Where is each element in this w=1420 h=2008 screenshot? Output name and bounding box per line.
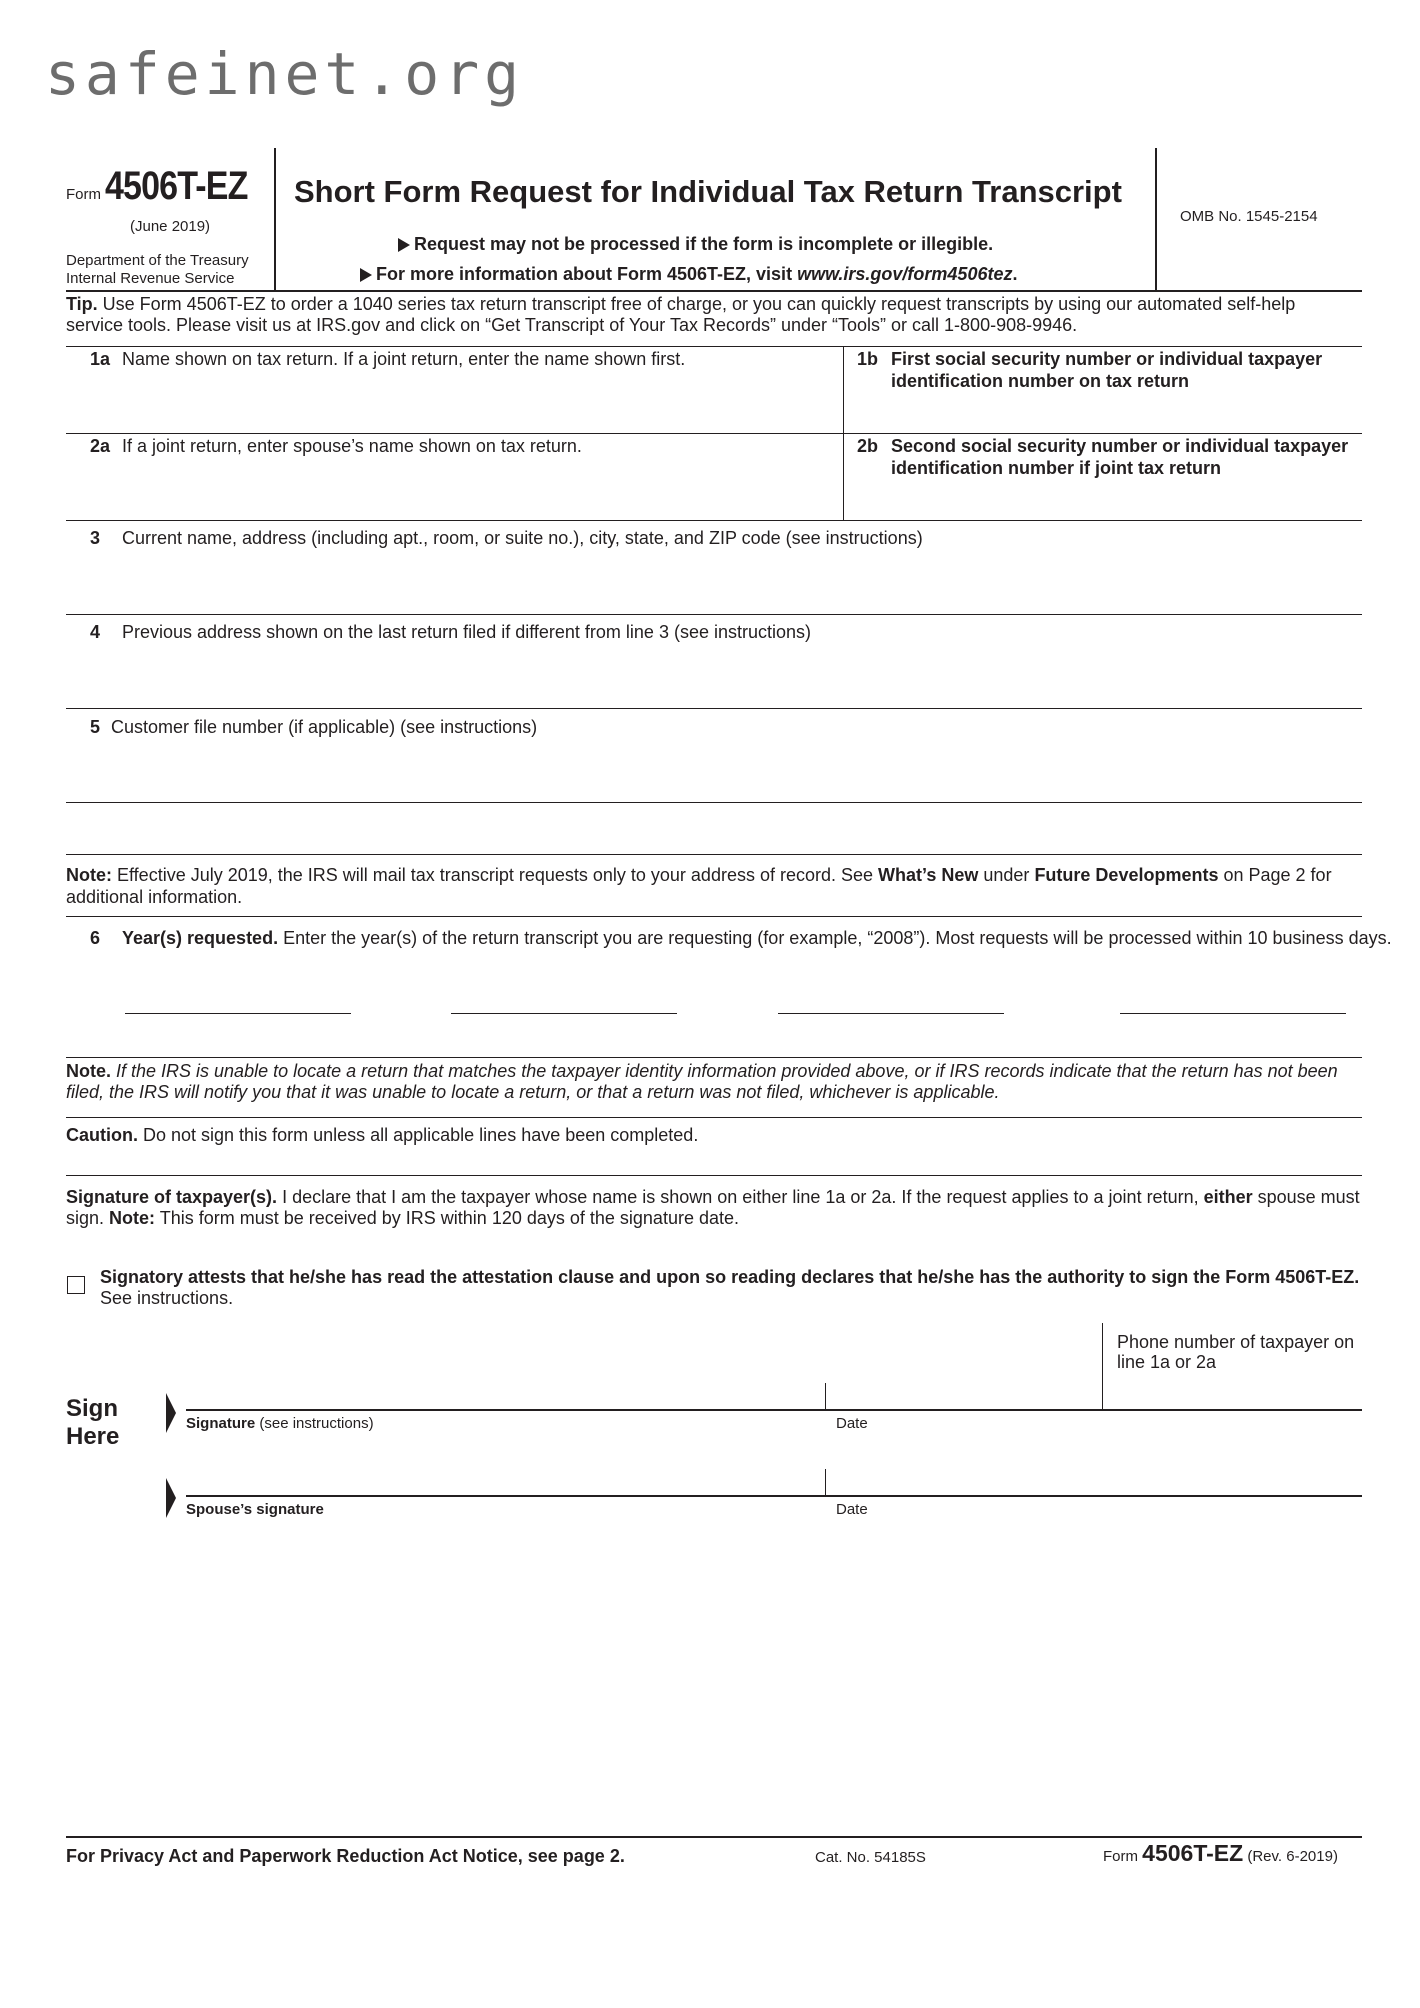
signature-date-label: Date: [836, 1415, 868, 1432]
catalog-number: Cat. No. 54185S: [815, 1849, 926, 1866]
irs-agency: Internal Revenue Service: [66, 270, 235, 287]
spouse-signature-label: Spouse’s signature: [186, 1501, 324, 1518]
dept-treasury: Department of the Treasury: [66, 252, 249, 269]
form-revision: (June 2019): [130, 218, 211, 235]
year-input-1[interactable]: [125, 1013, 351, 1014]
year-input-3[interactable]: [778, 1013, 1004, 1014]
form-title: Short Form Request for Individual Tax Return Transcript: [294, 174, 1122, 209]
line-5-input[interactable]: [66, 740, 1362, 800]
header-notice-2: For more information about Form 4506T-EZ, visit www.irs.gov/form4506tez.: [360, 264, 1017, 285]
signature-date-input[interactable]: [827, 1383, 1101, 1409]
form-label: Form: [66, 186, 101, 203]
caution-text: Caution. Do not sign this form unless all applicable lines have been completed.: [66, 1125, 699, 1145]
sign-here-label: Sign Here: [66, 1395, 120, 1450]
header-bottom-rule: [66, 290, 1362, 292]
line-1b-input[interactable]: [845, 396, 1360, 432]
note2-rule: [66, 1117, 1362, 1118]
year-input-2[interactable]: [451, 1013, 677, 1014]
signature-label: Signature (see instructions): [186, 1415, 374, 1432]
line-1a-input[interactable]: [66, 372, 841, 432]
tip-text: Tip. Use Form 4506T-EZ to order a 1040 series tax return transcript free of charge, or you can quickly request transcripts by using our automated self-help service tools. Please visit us at IRS.gov and click on “Get Transcript of Your Tax Records” under “Tools” or call 1-800-908-9946.: [66, 294, 1296, 335]
line-2-rule: [66, 520, 1362, 521]
footer-rule: [66, 1836, 1362, 1838]
signature-input[interactable]: [186, 1370, 824, 1408]
arrow-right-icon: [398, 238, 410, 252]
irs-url-link[interactable]: www.irs.gov/form4506tez: [797, 264, 1013, 284]
year-input-4[interactable]: [1120, 1013, 1346, 1014]
omb-number: OMB No. 1545-2154: [1180, 208, 1318, 225]
note-top-rule: [66, 854, 1362, 855]
spouse-date-label: Date: [836, 1501, 868, 1518]
line-2b-label: 2b Second social security number or individual taxpayer identification number if joint tax return: [857, 436, 1349, 478]
attestation-text: Signatory attests that he/she has read the attestation clause and upon so reading declares that he/she has the authority to sign the Form 4506T-EZ. See instructions.: [100, 1267, 1360, 1308]
attestation-checkbox[interactable]: [67, 1276, 85, 1294]
line-2a-input[interactable]: [66, 460, 841, 518]
spouse-date-divider: [825, 1469, 826, 1495]
line-1b-label: 1b First social security number or individual taxpayer identification number on tax return: [857, 349, 1323, 391]
header-divider-left: [274, 148, 276, 290]
line-5-rule: [66, 802, 1362, 803]
form-id: [66, 164, 273, 209]
line-2b-input[interactable]: [845, 482, 1360, 518]
note-address-of-record: Note: Effective July 2019, the IRS will mail tax transcript requests only to your address of record. See What’s New under Future Developments on Page 2 for additional information.: [66, 865, 1332, 907]
line-1a-label: 1a Name shown on tax return. If a joint return, enter the name shown first.: [90, 349, 686, 369]
phone-label: Phone number of taxpayer on line 1a or 2a: [1117, 1332, 1355, 1372]
line-5-label: 5 Customer file number (if applicable) (see instructions): [90, 717, 538, 737]
form-number: 4506T-EZ: [105, 164, 248, 208]
arrow-right-icon: [360, 268, 372, 282]
spouse-date-input[interactable]: [827, 1469, 1360, 1495]
line-6-label: 6 Year(s) requested. Enter the year(s) of the return transcript you are requesting (for example, “2008”). Most requests will be processed within 10 business days.: [90, 928, 1392, 948]
tip-rule: [66, 346, 1362, 347]
footer-form-id: Form 4506T-EZ (Rev. 6-2019): [1103, 1840, 1338, 1866]
line-6-rule: [66, 1057, 1362, 1058]
header-notice-1: Request may not be processed if the form is incomplete or illegible.: [398, 234, 993, 255]
spouse-sign-arrow-icon: [166, 1478, 176, 1518]
header-divider-right: [1155, 148, 1157, 290]
spouse-signature-rule: [186, 1495, 1362, 1497]
line-4-input[interactable]: [66, 646, 1362, 706]
note-unable-to-locate: Note. If the IRS is unable to locate a return that matches the taxpayer identity information provided above, or if IRS records indicate that the return has not been filed, the IRS will notify you that it was unable to locate a return, or that a return was not filed, whichever is applicable.: [66, 1061, 1338, 1102]
line-2a-label: 2a If a joint return, enter spouse’s name shown on tax return.: [90, 436, 582, 456]
line-3-rule: [66, 614, 1362, 615]
caution-rule: [66, 1175, 1362, 1176]
phone-input[interactable]: [1104, 1378, 1360, 1408]
signature-declaration: Signature of taxpayer(s). I declare that I am the taxpayer whose name is shown on either line 1a or 2a. If the request applies to a joint return, either spouse must sign. Note: This form must be received by IRS within 120 days of the signature date.: [66, 1187, 1360, 1228]
line-3-label: 3 Current name, address (including apt., room, or suite no.), city, state, and ZIP code (see instructions): [90, 528, 923, 548]
phone-divider: [1102, 1323, 1103, 1409]
sign-arrow-icon: [166, 1393, 176, 1433]
line-4-label: 4 Previous address shown on the last return filed if different from line 3 (see instructions): [90, 622, 812, 642]
watermark: safeinet.org: [45, 40, 525, 108]
line-3-input[interactable]: [66, 552, 1362, 612]
signature-rule: [186, 1409, 1362, 1411]
spouse-signature-input[interactable]: [186, 1458, 824, 1494]
privacy-notice: For Privacy Act and Paperwork Reduction Act Notice, see page 2.: [66, 1846, 625, 1866]
line-4-rule: [66, 708, 1362, 709]
line-1-rule: [66, 433, 1362, 434]
signature-date-divider: [825, 1383, 826, 1409]
note-bottom-rule: [66, 916, 1362, 917]
